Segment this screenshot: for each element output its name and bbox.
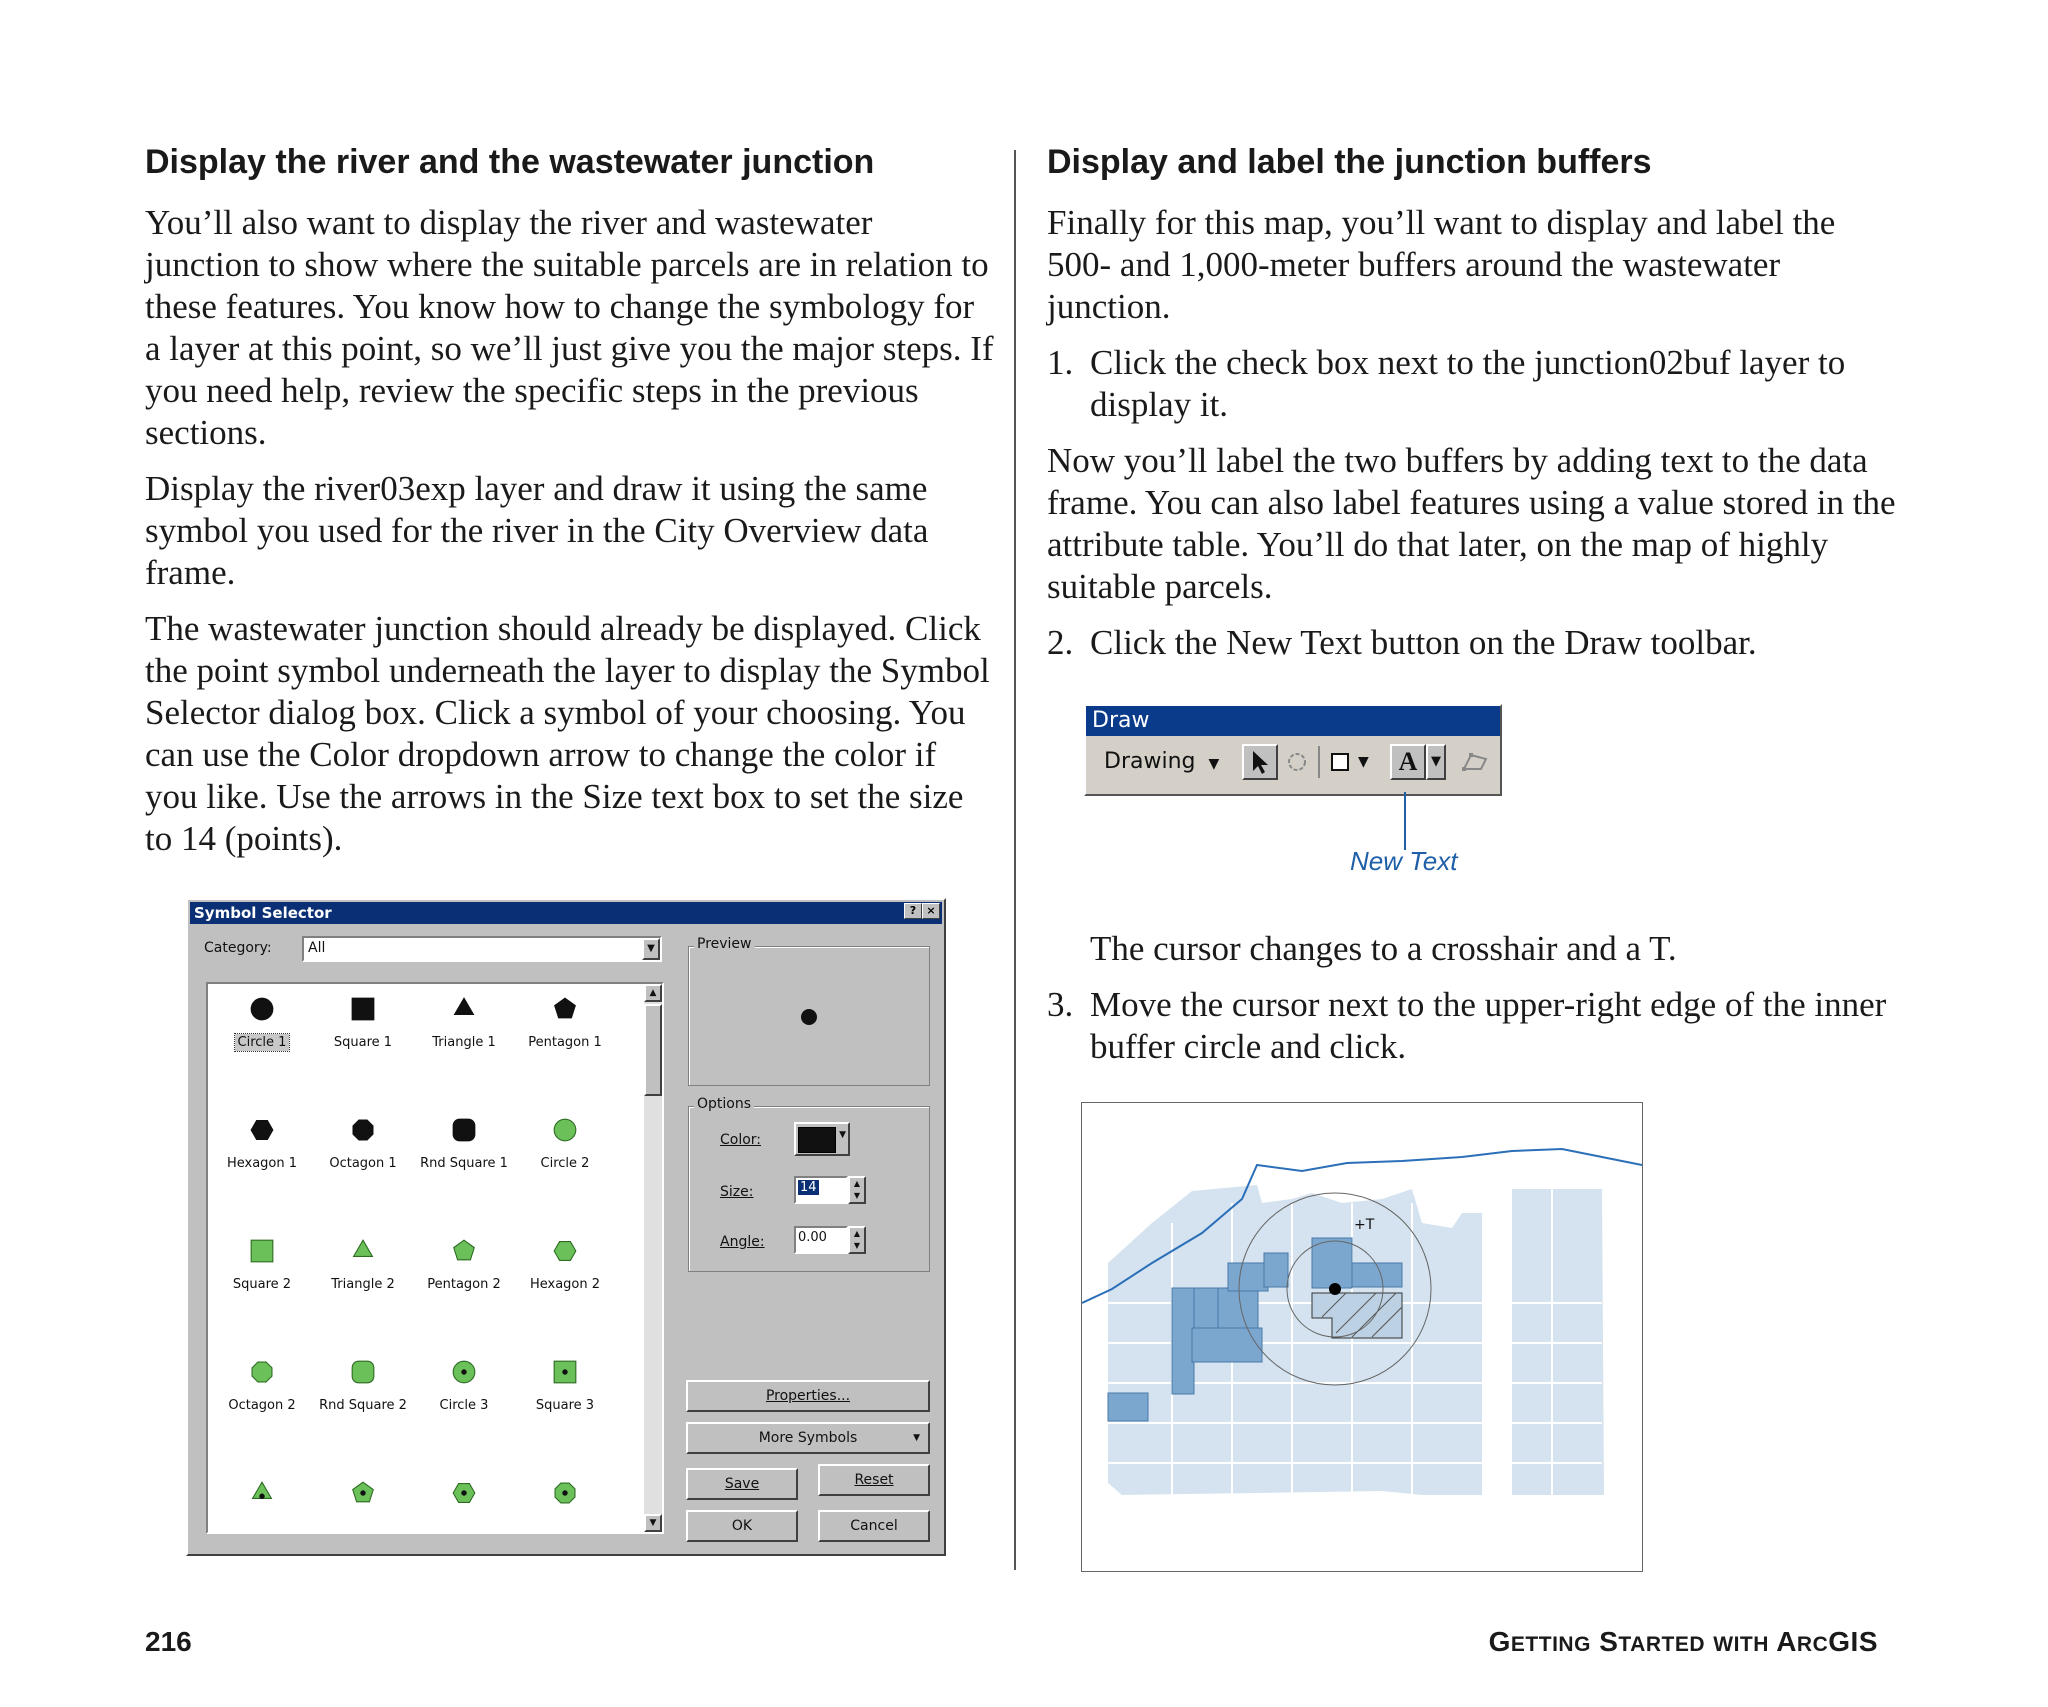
symbol-item[interactable] xyxy=(414,996,514,1051)
category-dropdown[interactable] xyxy=(302,936,662,962)
edit-vertices-button[interactable] xyxy=(1458,744,1492,780)
right-column-continued xyxy=(1047,928,1907,1082)
symbol-item[interactable] xyxy=(414,1359,514,1414)
symbol-label: Circle 1 xyxy=(235,1034,290,1051)
preview-group xyxy=(688,946,930,1086)
color-swatch xyxy=(798,1127,836,1153)
crosshair-cursor-icon: +T xyxy=(1354,1217,1375,1233)
preview-symbol xyxy=(799,1007,819,1027)
wastewater-junction-point xyxy=(1329,1283,1341,1295)
save-button[interactable]: Save xyxy=(686,1468,798,1500)
chevron-down-icon: ▼ xyxy=(913,1433,920,1443)
symbol-item[interactable] xyxy=(515,1238,615,1293)
symbol-label: Hexagon 2 xyxy=(529,1277,601,1292)
angle-input[interactable] xyxy=(794,1226,848,1254)
edit-vertices-icon xyxy=(1461,751,1489,773)
paragraph: You’ll also want to display the river and wastewater junction to show where the suitable parcels are in relation to these features. You know how to change the symbology for a layer at this point, so we’ll just give you the major steps. If you need help, review the specific steps in the previous sections. xyxy=(145,203,994,452)
toolbar-separator xyxy=(1318,746,1320,778)
symbol-item[interactable] xyxy=(313,1238,413,1293)
symbol-item[interactable] xyxy=(212,996,312,1051)
circle-symbol-icon xyxy=(249,996,275,1022)
circle-symbol-icon xyxy=(552,1117,578,1143)
pentagon-symbol-icon xyxy=(451,1238,477,1264)
rndsquare-symbol-icon xyxy=(451,1117,477,1143)
parcel-area xyxy=(1108,1185,1482,1495)
size-value: 14 xyxy=(800,1180,817,1195)
square-symbol-icon xyxy=(350,996,376,1022)
rectangle-tool-button[interactable] xyxy=(1330,744,1380,780)
symbol-item[interactable] xyxy=(515,996,615,1051)
scrollbar[interactable] xyxy=(644,984,662,1532)
hexagon-dot-symbol-icon xyxy=(451,1480,477,1506)
category-value: All xyxy=(308,940,326,956)
dialog-title: Symbol Selector xyxy=(194,904,332,922)
right-column xyxy=(1047,142,1907,678)
dialog-title-bar xyxy=(190,902,942,924)
left-column xyxy=(145,142,995,874)
step-item xyxy=(1047,984,1907,1068)
drawing-menu[interactable]: Drawing ▼ xyxy=(1104,749,1220,774)
scroll-up-icon[interactable]: ▲ xyxy=(644,984,662,1002)
color-dropdown[interactable] xyxy=(794,1122,850,1156)
symbol-selector-dialog xyxy=(186,898,946,1556)
category-label: Category: xyxy=(204,940,272,956)
step-item xyxy=(1047,622,1907,664)
square-symbol-icon xyxy=(249,1238,275,1264)
step-number: 3. xyxy=(1047,985,1074,1024)
symbol-label: Octagon 2 xyxy=(228,1398,296,1413)
triangle-symbol-icon xyxy=(350,1238,376,1264)
step-text: Click the check box next to the junction02buf layer to display it. xyxy=(1090,343,1846,424)
symbol-item[interactable] xyxy=(313,1117,413,1172)
map-frame[interactable] xyxy=(1081,1102,1643,1572)
symbol-label: Rnd Square 1 xyxy=(420,1156,508,1171)
chevron-down-icon: ▼ xyxy=(1208,756,1220,772)
symbol-item[interactable] xyxy=(212,1117,312,1172)
symbol-item[interactable] xyxy=(414,1117,514,1172)
more-symbols-button[interactable]: More Symbols ▼ xyxy=(686,1422,930,1454)
symbol-label: Hexagon 1 xyxy=(226,1156,298,1171)
paragraph: Finally for this map, you’ll want to display and label the 500- and 1,000-meter buffers around the wastewater junction. xyxy=(1047,203,1836,326)
symbol-label: Circle 3 xyxy=(439,1398,489,1413)
step-text: Click the New Text button on the Draw toolbar. xyxy=(1090,623,1757,662)
step-text: Move the cursor next to the upper-right edge of the inner buffer circle and click. xyxy=(1090,985,1887,1066)
callout-leader-line xyxy=(1400,792,1410,852)
step-number: 2. xyxy=(1047,623,1074,662)
new-text-callout: New Text xyxy=(1350,846,1458,876)
angle-spinner[interactable]: ▲ ▼ xyxy=(848,1226,866,1254)
angle-label: Angle: xyxy=(720,1234,765,1250)
symbol-label: Circle 2 xyxy=(540,1156,590,1171)
symbol-item[interactable] xyxy=(313,1359,413,1414)
symbol-label: Square 3 xyxy=(535,1398,595,1413)
options-label: Options xyxy=(694,1096,754,1112)
symbol-label: Triangle 2 xyxy=(331,1277,395,1292)
symbol-list[interactable] xyxy=(206,982,664,1534)
new-text-button[interactable] xyxy=(1390,744,1426,780)
close-button[interactable]: × xyxy=(922,903,940,919)
text-tool-icon: A xyxy=(1398,747,1418,776)
map-canvas xyxy=(1082,1103,1642,1571)
arrow-cursor-icon xyxy=(1250,749,1270,775)
page-number: 216 xyxy=(145,1626,192,1657)
symbol-item[interactable] xyxy=(414,1480,514,1506)
symbol-item[interactable] xyxy=(212,1480,312,1506)
pentagon-symbol-icon xyxy=(552,996,578,1022)
section-heading: Display the river and the wastewater junction xyxy=(145,143,875,181)
running-head: GETTING STARTED WITH ARCGIS xyxy=(1488,1626,1878,1657)
size-spinner[interactable]: ▲ ▼ xyxy=(848,1176,866,1204)
properties-button[interactable]: Properties... xyxy=(686,1380,930,1412)
hexagon-symbol-icon xyxy=(552,1238,578,1264)
color-label: Color: xyxy=(720,1132,762,1148)
angle-value: 0.00 xyxy=(798,1230,827,1245)
pentagon-dot-symbol-icon xyxy=(350,1480,376,1506)
scroll-thumb[interactable] xyxy=(644,1004,662,1096)
toolbar-title: Draw xyxy=(1086,706,1500,736)
paragraph: Now you’ll label the two buffers by adding text to the data frame. You can also label features using a value stored in the attribute table. You’ll do that later, on the map of highly suitable parcels. xyxy=(1047,441,1896,606)
symbol-item[interactable] xyxy=(515,1117,615,1172)
reset-button[interactable]: Reset xyxy=(818,1464,930,1496)
symbol-item[interactable] xyxy=(515,1480,615,1506)
size-label: Size: xyxy=(720,1184,754,1200)
octagon-symbol-icon xyxy=(249,1359,275,1385)
octagon-symbol-icon xyxy=(350,1117,376,1143)
scroll-down-icon[interactable]: ▼ xyxy=(644,1514,662,1532)
rotate-icon xyxy=(1285,750,1309,774)
rectangle-icon xyxy=(1330,752,1350,772)
paragraph: The cursor changes to a crosshair and a T. xyxy=(1090,929,1677,968)
symbol-label: Pentagon 1 xyxy=(528,1035,602,1050)
symbol-item[interactable] xyxy=(212,1238,312,1293)
symbol-label: Square 1 xyxy=(333,1035,393,1050)
help-button[interactable]: ? xyxy=(904,903,922,919)
chevron-down-icon[interactable]: ▼ xyxy=(642,938,660,960)
hexagon-symbol-icon xyxy=(249,1117,275,1143)
step-number: 1. xyxy=(1047,343,1074,382)
symbol-label: Square 2 xyxy=(232,1277,292,1292)
chevron-down-icon: ▼ xyxy=(1358,754,1369,770)
text-tool-dropdown[interactable]: ▼ xyxy=(1426,744,1446,780)
step-item xyxy=(1047,342,1907,426)
preview-label: Preview xyxy=(694,936,755,952)
paragraph: Display the river03exp layer and draw it using the same symbol you used for the river in the City Overview data frame. xyxy=(145,469,929,592)
symbol-item[interactable] xyxy=(212,1359,312,1414)
symbol-label: Rnd Square 2 xyxy=(319,1398,407,1413)
symbol-label: Triangle 1 xyxy=(432,1035,496,1050)
octagon-dot-symbol-icon xyxy=(552,1480,578,1506)
triangle-symbol-icon xyxy=(451,996,477,1022)
select-elements-button[interactable] xyxy=(1242,744,1278,780)
circle-dot-symbol-icon xyxy=(451,1359,477,1385)
ok-button[interactable]: OK xyxy=(686,1510,798,1542)
triangle-dot-symbol-icon xyxy=(249,1480,275,1506)
symbol-item[interactable] xyxy=(515,1359,615,1414)
cancel-button[interactable]: Cancel xyxy=(818,1510,930,1542)
paragraph: The wastewater junction should already be displayed. Click the point symbol underneath the layer to display the Symbol Selector dialog box. Click a symbol of your choosing. You can use the Color dropdown arrow to change the color if you like. Use the arrows in the Size text box to set the size to 14 (points). xyxy=(145,609,990,858)
section-heading: Display and label the junction buffers xyxy=(1047,143,1652,181)
symbol-label: Pentagon 2 xyxy=(427,1277,501,1292)
rotate-button[interactable] xyxy=(1282,744,1312,780)
chevron-down-icon: ▼ xyxy=(839,1130,846,1140)
square-dot-symbol-icon xyxy=(552,1359,578,1385)
draw-toolbar xyxy=(1084,704,1502,796)
symbol-label: Octagon 1 xyxy=(329,1156,397,1171)
symbol-item[interactable] xyxy=(313,1480,413,1506)
symbol-item[interactable] xyxy=(313,996,413,1051)
symbol-item[interactable] xyxy=(414,1238,514,1293)
rndsquare-symbol-icon xyxy=(350,1359,376,1385)
size-input[interactable] xyxy=(794,1176,848,1204)
column-divider xyxy=(1014,150,1016,1570)
